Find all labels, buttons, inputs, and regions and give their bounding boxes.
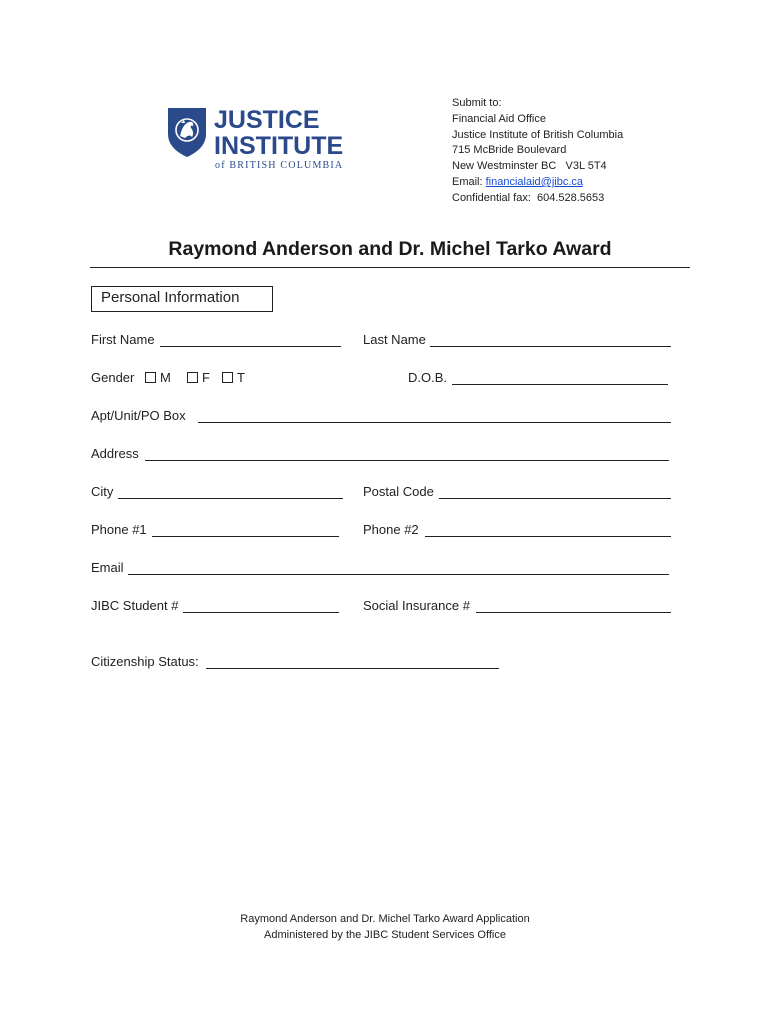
- checkbox-icon[interactable]: [187, 372, 198, 383]
- submit-fax: Confidential fax: 604.528.5653: [452, 191, 605, 204]
- checkbox-icon[interactable]: [145, 372, 156, 383]
- jibc-logo: [166, 104, 356, 174]
- submit-email-label: Email:: [452, 175, 486, 188]
- gender-label: Gender: [91, 370, 135, 385]
- student-number-field[interactable]: [183, 612, 339, 613]
- submit-street: 715 McBride Boulevard: [452, 144, 567, 157]
- sin-field[interactable]: [476, 612, 671, 613]
- first-name-label: First Name: [91, 332, 155, 347]
- gender-option-f[interactable]: F: [187, 370, 210, 385]
- submit-institution: Justice Institute of British Columbia: [452, 128, 624, 141]
- postal-code-label: Postal Code: [363, 484, 434, 499]
- city-field[interactable]: [118, 498, 343, 499]
- citizenship-label: Citizenship Status:: [91, 654, 199, 669]
- submit-email-row: [452, 175, 623, 191]
- phone1-field[interactable]: [152, 536, 339, 537]
- apt-label: Apt/Unit/PO Box: [91, 408, 186, 423]
- footer-line1: Raymond Anderson and Dr. Michel Tarko Award Application: [240, 913, 530, 925]
- gender-option-t[interactable]: T: [222, 370, 245, 385]
- footer: [150, 911, 620, 943]
- logo-text-institute: INSTITUTE: [214, 132, 344, 160]
- phone1-label: Phone #1: [91, 522, 147, 537]
- address-field[interactable]: [145, 460, 669, 461]
- apt-field[interactable]: [198, 422, 671, 423]
- city-label: City: [91, 484, 114, 499]
- phone2-label: Phone #2: [363, 522, 419, 537]
- submit-email-link[interactable]: financialaid@jibc.ca: [485, 175, 584, 188]
- shield-crest-icon: [166, 106, 208, 158]
- email-field[interactable]: [128, 574, 669, 575]
- section-heading: Personal Information: [101, 289, 240, 306]
- submit-city: New Westminster BC V3L 5T4: [452, 160, 607, 173]
- first-name-field[interactable]: [160, 346, 341, 347]
- checkbox-icon[interactable]: [222, 372, 233, 383]
- logo-text-justice: JUSTICE: [214, 106, 320, 134]
- last-name-label: Last Name: [363, 332, 426, 347]
- address-label: Address: [91, 446, 139, 461]
- dob-field[interactable]: [452, 384, 668, 385]
- logo-text-bc: of BRITISH COLUMBIA: [215, 160, 344, 171]
- submit-to-block: [452, 96, 623, 207]
- title-divider: [90, 267, 690, 268]
- footer-line2: Administered by the JIBC Student Services Office: [264, 929, 506, 941]
- sin-label: Social Insurance #: [363, 598, 470, 613]
- phone2-field[interactable]: [425, 536, 671, 537]
- postal-code-field[interactable]: [439, 498, 671, 499]
- email-label: Email: [91, 560, 124, 575]
- dob-label: D.O.B.: [408, 370, 448, 385]
- submit-office: Financial Aid Office: [452, 112, 546, 125]
- citizenship-field[interactable]: [206, 668, 499, 669]
- submit-heading: Submit to:: [452, 97, 502, 109]
- last-name-field[interactable]: [430, 346, 671, 347]
- gender-option-m[interactable]: M: [145, 370, 171, 385]
- form-title: Raymond Anderson and Dr. Michel Tarko Award: [168, 238, 612, 260]
- student-number-label: JIBC Student #: [91, 598, 179, 613]
